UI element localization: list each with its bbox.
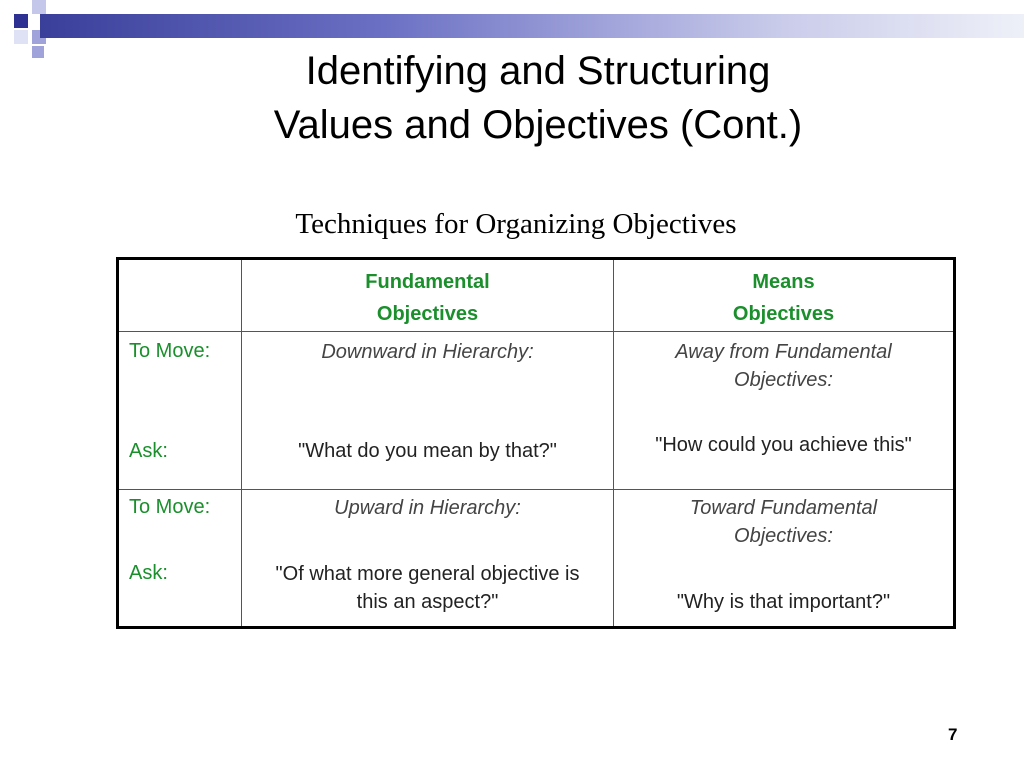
label-to-move: To Move:: [129, 496, 211, 518]
row-label-cell: [118, 332, 242, 490]
slide-subtitle: Techniques for Organizing Objectives: [295, 208, 737, 240]
means-move-text-2: Objectives:: [734, 525, 833, 547]
means-cell: [614, 332, 955, 490]
fundamental-cell: [242, 332, 614, 490]
header-fundamental-line-1: Fundamental: [365, 271, 490, 293]
slide-title: [0, 44, 1024, 152]
header-fundamental-objectives: [242, 259, 614, 332]
title-line-1: Identifying and Structuring: [305, 49, 771, 93]
row-label-cell: [118, 490, 242, 628]
table-row: [118, 490, 955, 628]
means-cell: [614, 490, 955, 628]
fundamental-ask-text-2: this an aspect?": [356, 591, 499, 613]
table-header-row: [118, 259, 955, 332]
fundamental-ask-text: "What do you mean by that?": [298, 440, 557, 462]
objectives-table: [116, 257, 956, 629]
label-ask: Ask:: [129, 562, 168, 584]
fundamental-move-text: Upward in Hierarchy:: [334, 497, 521, 519]
means-ask-text: "How could you achieve this": [655, 434, 912, 456]
empty-header-cell: [118, 259, 242, 332]
header-means-objectives: [614, 259, 955, 332]
decor-square: [14, 14, 28, 28]
means-ask-text: "Why is that important?": [676, 591, 891, 613]
means-move-text-2: Objectives:: [734, 369, 833, 391]
page-number: 7: [948, 725, 958, 744]
fundamental-cell: [242, 490, 614, 628]
means-move-text-1: Toward Fundamental: [689, 497, 878, 519]
header-means-line-2: Objectives: [732, 303, 835, 325]
means-move-text-1: Away from Fundamental: [675, 341, 892, 363]
fundamental-ask-text-1: "Of what more general objective is: [275, 563, 580, 585]
table-row: [118, 332, 955, 490]
label-to-move: To Move:: [129, 340, 211, 362]
fundamental-move-text: Downward in Hierarchy:: [321, 341, 534, 363]
header-means-line-1: Means: [752, 271, 815, 293]
label-ask: Ask:: [129, 440, 168, 462]
decor-top-bar: [40, 14, 1024, 38]
decor-square: [14, 30, 28, 44]
decor-square: [32, 0, 46, 14]
header-fundamental-line-2: Objectives: [376, 303, 479, 325]
title-line-2: Values and Objectives (Cont.): [273, 103, 803, 147]
